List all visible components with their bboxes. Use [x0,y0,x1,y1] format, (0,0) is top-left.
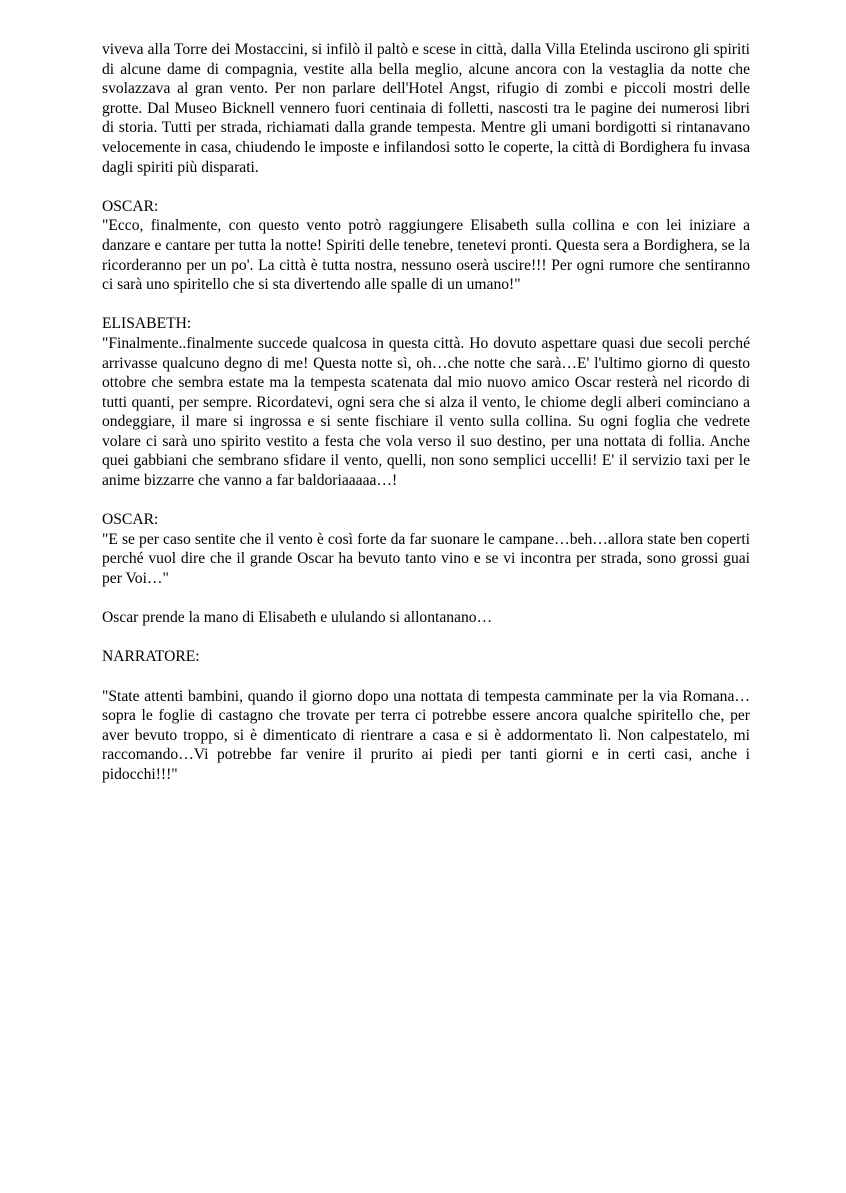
stage-direction: Oscar prende la mano di Elisabeth e ululando si allontanano… [102,609,493,627]
narratore-speech: "State attenti bambini, quando il giorno dopo una nottata di tempesta camminate per la via Romana…sopra le foglie di castagno che trovate per terra ci potrebbe essere ancora qualche spiritello che, per aver bevuto troppo, si è dimenticato di rientrare a casa e si è addormentato lì. Non calpestatelo, mi raccomando…Vi potrebbe far venire il prurito ai piedi per tanti giorni e in certi casi, anche i pidocchi!!!" [102,687,750,783]
elisabeth-speech: "Finalmente..finalmente succede qualcosa in questa città. Ho dovuto aspettare quasi due secoli perché arrivasse qualcuno degno di me! Questa notte sì, oh…che notte che sarà…E' l'ultimo giorno di questo ottobre che sembra estate ma la tempesta scatenata dal mio nuovo amico Oscar resterà nel ricordo di tutti quanti, per sempre. Ricordatevi, ogni sera che si alza il vento, le chiome degli alberi cominciano a ondeggiare, il mare si ingrossa e si sente fischiare il vento sulla collina. Su ogni foglia che vedrete volare ci sarà uno spirito vestito a festa che vola verso il suo destino, per una nottata di follia. Anche quei gabbiani che sembrano sfidare il vento, quelli, non sono semplici uccelli! E' il servizio taxi per le anime bizzarre che vanno a far baldoriaaaaa…! [102,334,750,490]
speaker-oscar-1: OSCAR: [102,197,159,215]
speaker-narratore: NARRATORE: [102,648,200,666]
oscar-speech-2: "E se per caso sentite che il vento è così forte da far suonare le campane…beh…allora state ben coperti perché vuol dire che il grande Oscar ha bevuto tanto vino e se vi incontra per strada, sono grossi guai per Voi…" [102,530,750,588]
speaker-oscar-2: OSCAR: [102,511,159,529]
speaker-elisabeth: ELISABETH: [102,315,192,333]
oscar-speech-1: "Ecco, finalmente, con questo vento potrò raggiungere Elisabeth sulla collina e con lei iniziare a danzare e cantare per tutta la notte! Spiriti delle tenebre, tenetevi pronti. Questa sera a Bordighera, se la ricorderanno per un po'. La città è tutta nostra, nessuno oserà uscire!!! Per ogni rumore che sentiranno ci sarà uno spiritello che si sta divertendo alle spalle di un umano!" [102,217,750,294]
intro-paragraph: viveva alla Torre dei Mostaccini, si infilò il paltò e scese in città, dalla Villa Etelinda uscirono gli spiriti di alcune dame di compagnia, vestite alla bella meglio, alcune ancora con la vestaglia da notte che svolazzava al gran vento. Per non parlare dell'Hotel Angst, rifugio di zombi e piccoli mostri delle grotte. Dal Museo Bicknell vennero fuori centinaia di folletti, nascosti tra le pagine dei numerosi libri di storia. Tutti per strada, richiamati dalla grande tempesta. Mentre gli umani bordigotti si rintanavano velocemente in casa, chiudendo le imposte e infilandosi sotto le coperte, la città di Bordighera fu invasa dagli spiriti più disparati. [102,41,750,176]
document-page [102,40,750,804]
